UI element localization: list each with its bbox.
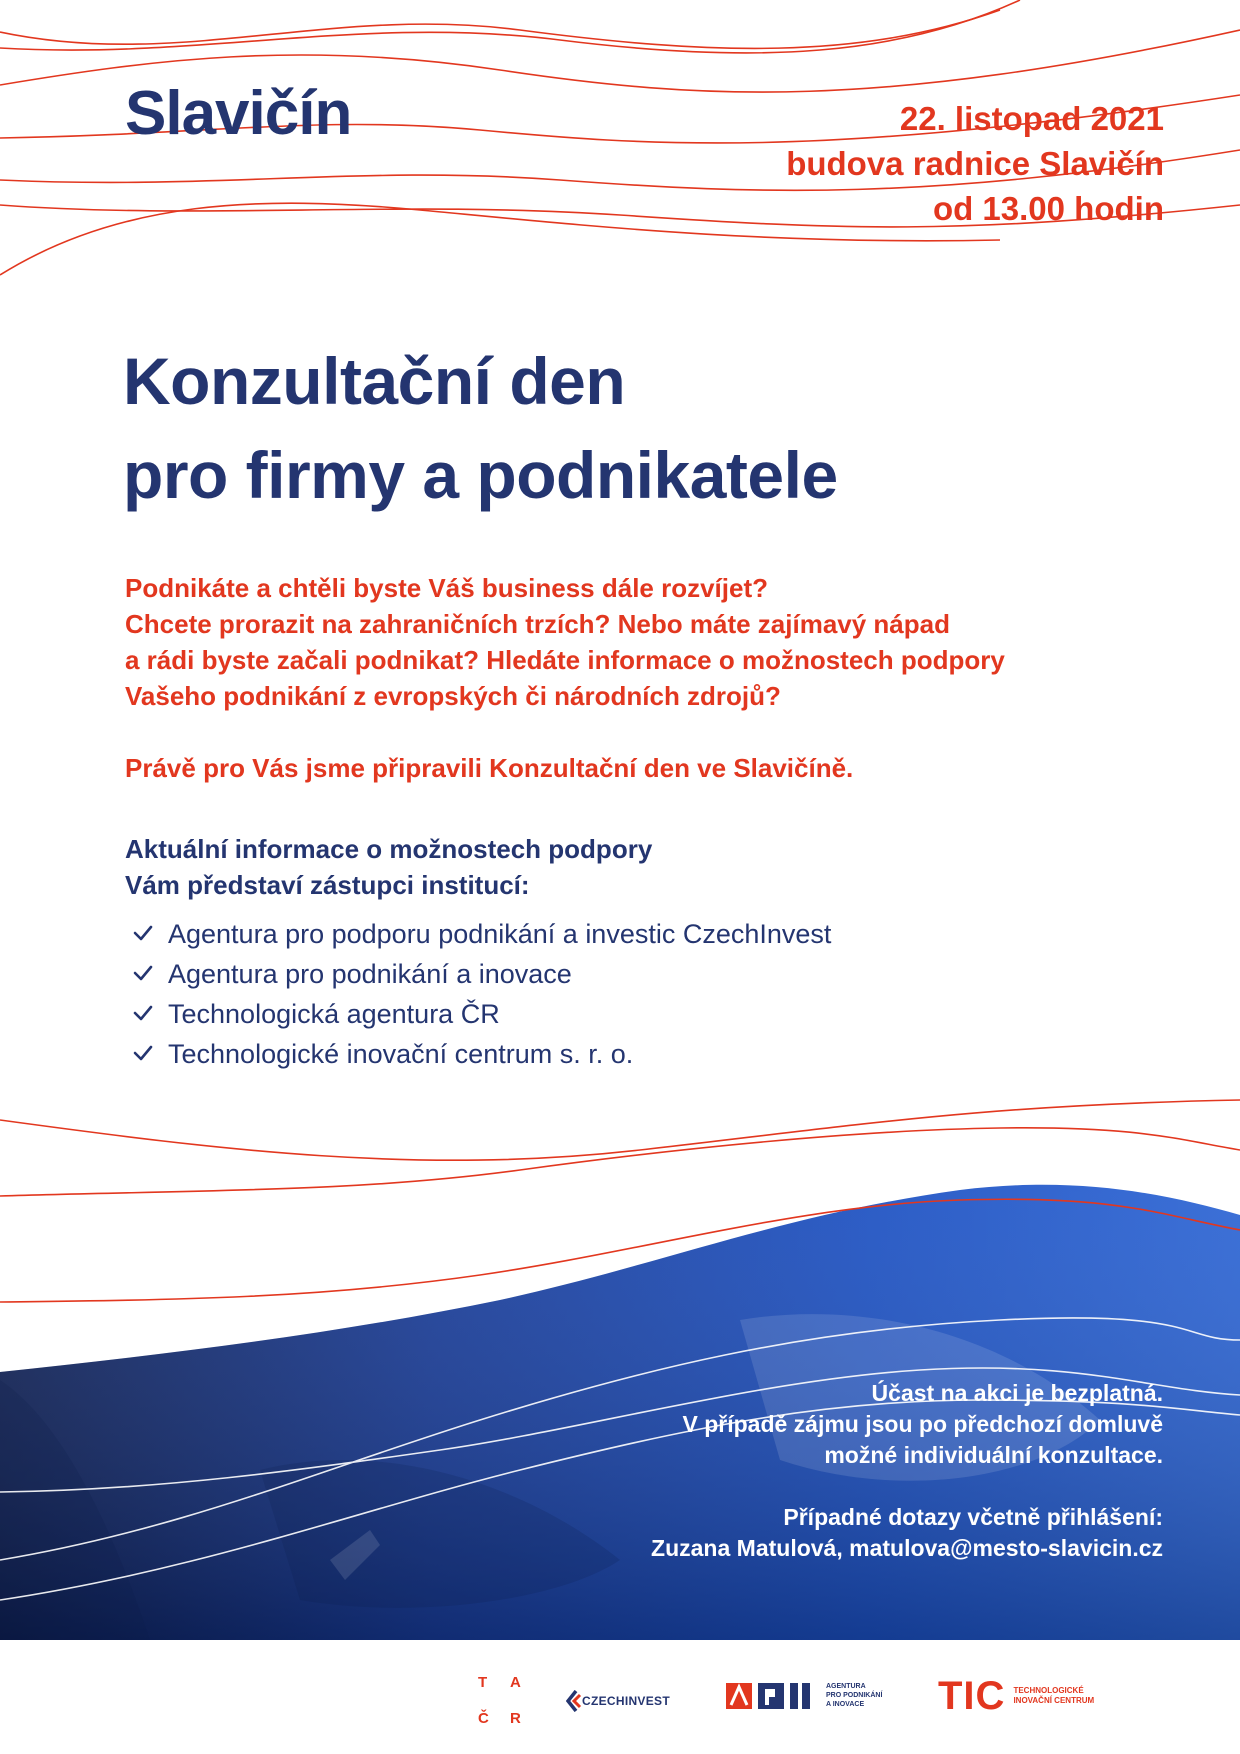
api-text-line: A INOVACE — [826, 1701, 865, 1708]
czechinvest-wordmark: CZECHINVEST — [582, 1694, 670, 1708]
institutions-heading-line-1: Aktuální informace o možnostech podpory — [125, 834, 653, 864]
list-item-label: Agentura pro podporu podnikání a investic CzechInvest — [168, 919, 832, 949]
footer-line: Případné dotazy včetně přihlášení: — [783, 1504, 1163, 1530]
api-text-line: AGENTURA — [826, 1683, 866, 1690]
tic-mark: TIC — [938, 1674, 1006, 1718]
intro-line: Vašeho podnikání z evropských či národních zdrojů? — [125, 681, 781, 711]
list-item-label: Technologické inovační centrum s. r. o. — [168, 1039, 634, 1069]
intro-line: a rádi byste začali podnikat? Hledáte informace o možnostech podpory — [125, 645, 1005, 675]
tacr-letter: Č — [478, 1710, 489, 1727]
czechinvest-mark-icon — [566, 1690, 582, 1712]
footer-line: V případě zájmu jsou po předchozí domluvě — [682, 1411, 1163, 1437]
api-text — [826, 1682, 882, 1709]
title-line-1: Konzultační den — [123, 344, 626, 418]
tacr-letter: A — [510, 1674, 521, 1691]
tacr-letter: T — [478, 1674, 488, 1691]
event-time: od 13.00 hodin — [932, 190, 1164, 227]
tic-text-line: INOVAČNÍ CENTRUM — [1013, 1696, 1095, 1705]
list-item-label: Agentura pro podnikání a inovace — [168, 959, 572, 989]
institutions-heading-line-2: Vám představí zástupci institucí: — [125, 870, 530, 900]
footer-line: Účast na akci je bezplatná. — [871, 1380, 1163, 1406]
czechinvest-logo — [566, 1690, 670, 1712]
title-line-2: pro firmy a podnikatele — [123, 438, 838, 512]
tacr-letter: R — [510, 1710, 521, 1727]
intro-line: Podnikáte a chtěli byste Váš business dále rozvíjet? — [125, 573, 769, 603]
api-text-line: PRO PODNIKÁNÍ — [826, 1692, 883, 1699]
spacer — [651, 1471, 1163, 1502]
api-mark-icon — [726, 1683, 814, 1709]
event-date: 22. listopad 2021 — [899, 100, 1164, 137]
tic-text-line: TECHNOLOGICKÉ — [1013, 1686, 1084, 1695]
partner-logos-bar — [0, 1640, 1240, 1754]
footer-info — [651, 1378, 1163, 1564]
event-venue: budova radnice Slavičín — [786, 145, 1164, 182]
contact-line: Zuzana Matulová, matulova@mesto-slavicin.cz — [651, 1535, 1163, 1561]
tic-text — [1013, 1686, 1094, 1706]
intro-line: Chcete prorazit na zahraničních trzích? Nebo máte zajímavý nápad — [125, 609, 950, 639]
list-item-label: Technologická agentura ČR — [168, 999, 500, 1029]
slavicin-logo: Slavičín — [125, 79, 352, 148]
api-logo — [726, 1682, 882, 1709]
tic-logo — [938, 1676, 1094, 1716]
footer-line: možné individuální konzultace. — [824, 1442, 1163, 1468]
intro-closing: Právě pro Vás jsme připravili Konzultační den ve Slavičíně. — [125, 753, 854, 783]
tacr-logo — [474, 1674, 534, 1732]
